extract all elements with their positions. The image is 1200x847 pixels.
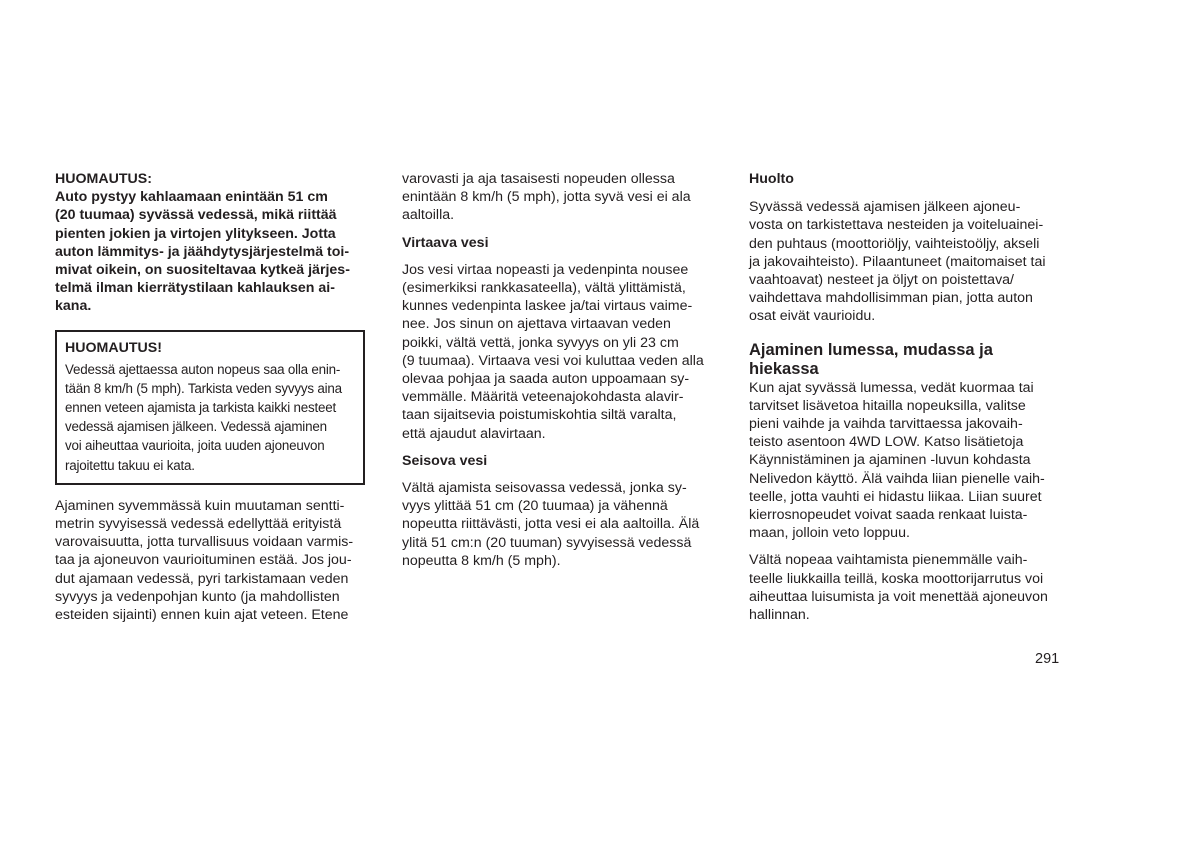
heading-line: hiekassa — [749, 359, 819, 378]
heading-flowing-water: Virtaava vesi — [402, 234, 489, 251]
note-heading: HUOMAUTUS: — [55, 171, 152, 187]
paragraph-line: metrin syvyisessä vedessä edellyttää erityistä — [55, 516, 342, 533]
paragraph-line: Ajaminen syvemmässä kuin muutaman sentti- — [55, 497, 345, 514]
column-3 — [749, 170, 1059, 624]
paragraph-line: varovasti ja aja tasaisesti nopeuden ollessa — [402, 171, 675, 187]
paragraph-line: (esimerkiksi rankkasateella), vältä ylittämistä, — [402, 280, 686, 297]
deep-water-paragraph — [55, 497, 365, 624]
paragraph-line: den puhtaus (moottoriöljy, vaihteistoöljy, akseli — [749, 235, 1040, 252]
paragraph-line: vyys ylittää 51 cm (20 tuumaa) ja vähennä — [402, 498, 668, 515]
paragraph-line: teelle liukkailla teillä, koska moottorijarrutus voi — [749, 570, 1044, 587]
paragraph-line: vaahtoavat) nesteet ja öljyt on poistettava/ — [749, 272, 1014, 289]
flowing-water-paragraph — [402, 261, 712, 443]
paragraph-line: tarvitset lisävetoa hitailla nopeuksilla, valitse — [749, 397, 1026, 414]
service-paragraph — [749, 198, 1059, 325]
paragraph-line: maan, jolloin veto loppuu. — [749, 525, 910, 542]
paragraph-line: ylitä 51 cm:n (20 tuuman) syvyisessä vedessä — [402, 534, 692, 551]
still-water-paragraph — [402, 479, 712, 570]
warning-line: tään 8 km/h (5 mph). Tarkista veden syvyys aina — [65, 380, 342, 396]
paragraph-line: Käynnistäminen ja ajaminen -luvun kohdasta — [749, 452, 1031, 469]
paragraph-line: että ajaudut alavirtaan. — [402, 425, 546, 442]
paragraph-line: syvyys ja vedenpohjan kunto (ja mahdollisten — [55, 588, 340, 605]
paragraph-line: nee. Jos sinun on ajettava virtaavan veden — [402, 316, 671, 333]
paragraph-line: aaltoilla. — [402, 207, 455, 224]
paragraph-line: taan sijaitsevia poistumiskohtia siltä varalta, — [402, 407, 677, 424]
note-line: pienten jokien ja virtojen ylitykseen. Jotta — [55, 225, 336, 242]
note-text — [55, 188, 365, 315]
paragraph-line: vemmälle. Määritä veteenajokohdasta alavir- — [402, 389, 684, 406]
page-number: 291 — [1035, 651, 1060, 667]
paragraph-line: kierrosnopeudet voivat saada renkaat luista- — [749, 507, 1028, 524]
heading-snow-mud-sand — [749, 341, 1059, 379]
warning-line: voi aiheuttaa vaurioita, joita uuden ajoneuvon — [65, 438, 325, 454]
paragraph-line: hallinnan. — [749, 607, 810, 624]
paragraph-line: olevaa pohjaa ja saada auton uppoamaan sy- — [402, 371, 690, 388]
paragraph-line: pieni vaihde ja vaihda tarvittaessa jakovaih- — [749, 416, 1023, 433]
paragraph-line: teelle, jotta vauhti ei hidastu liikaa. Liian suuret — [749, 488, 1042, 505]
heading-service: Huolto — [749, 171, 794, 187]
paragraph-line: nopeutta riittävästi, jotta vesi ei ala aaltoilla. Älä — [402, 516, 700, 533]
paragraph-line: teisto asentoon 4WD LOW. Katso lisätietoja — [749, 434, 1024, 451]
column-1 — [55, 170, 365, 624]
downshift-paragraph — [749, 551, 1059, 624]
paragraph-line: ja jakovaihteisto). Pilaantuneet (maitomaiset tai — [749, 253, 1046, 270]
paragraph-line: vosta on tarkistettava nesteiden ja voiteluainei- — [749, 217, 1044, 234]
paragraph-line: varovaisuutta, jotta turvallisuus voidaan varmis- — [55, 534, 354, 551]
snow-paragraph — [749, 379, 1059, 543]
column-2 — [402, 170, 712, 570]
note-line: telmä ilman kierrätystilaan kahlauksen ai- — [55, 280, 335, 297]
paragraph-line: Nelivedon käyttö. Älä vaihda liian pienelle vaih- — [749, 470, 1045, 487]
paragraph-line: taa ja ajoneuvon vaurioituminen estää. Jos jou- — [55, 552, 352, 569]
paragraph-line: dut ajamaan vedessä, pyri tarkistamaan veden — [55, 570, 349, 587]
paragraph-line: vaihdettava mahdollisimman pian, jotta auton — [749, 290, 1033, 307]
warning-line: rajoitettu takuu ei kata. — [65, 457, 195, 473]
paragraph-line: (9 tuumaa). Virtaava vesi voi kuluttaa veden alla — [402, 352, 704, 369]
paragraph-line: nopeutta 8 km/h (5 mph). — [402, 552, 561, 569]
paragraph-line: Vältä nopeaa vaihtamista pienemmälle vaih- — [749, 552, 1028, 569]
paragraph-line: aiheuttaa luisumista ja voit menettää ajoneuvon — [749, 588, 1048, 605]
note-line: mivat oikein, on suositeltavaa kytkeä järjes- — [55, 262, 350, 279]
paragraph-line: esteiden sijainti) ennen kuin ajat veteen. Etene — [55, 607, 349, 624]
warning-title: HUOMAUTUS! — [65, 339, 162, 356]
paragraph-line: kunnes vedenpinta laskee ja/tai virtaus vaime- — [402, 298, 693, 315]
warning-text — [65, 360, 355, 475]
paragraph-line: Jos vesi virtaa nopeasti ja vedenpinta nousee — [402, 261, 689, 278]
note-line: (20 tuumaa) syvässä vedessä, mikä riittää — [55, 207, 337, 224]
continued-paragraph — [402, 170, 712, 225]
paragraph-line: poikki, vältä vettä, jonka syvyys on yli 23 cm — [402, 334, 679, 351]
paragraph-line: Vältä ajamista seisovassa vedessä, jonka sy- — [402, 480, 687, 497]
warning-box — [55, 330, 365, 485]
paragraph-line: Kun ajat syvässä lumessa, vedät kuormaa tai — [749, 379, 1034, 396]
paragraph-line: osat eivät vaurioidu. — [749, 308, 876, 325]
heading-line: Ajaminen lumessa, mudassa ja — [749, 340, 993, 359]
warning-line: ennen veteen ajamista ja tarkista kaikki nesteet — [65, 400, 337, 416]
paragraph-line: Syvässä vedessä ajamisen jälkeen ajoneu- — [749, 199, 1021, 216]
heading-still-water: Seisova vesi — [402, 452, 488, 469]
paragraph-line: enintään 8 km/h (5 mph), jotta syvä vesi ei ala — [402, 189, 691, 206]
warning-line: Vedessä ajettaessa auton nopeus saa olla enin- — [65, 361, 341, 377]
note-line: Auto pystyy kahlaamaan enintään 51 cm — [55, 189, 328, 206]
note-line: auton lämmitys- ja jäähdytysjärjestelmä toi- — [55, 243, 350, 260]
warning-line: vedessä ajamisen jälkeen. Vedessä ajaminen — [65, 419, 327, 435]
note-line: kana. — [55, 298, 92, 315]
